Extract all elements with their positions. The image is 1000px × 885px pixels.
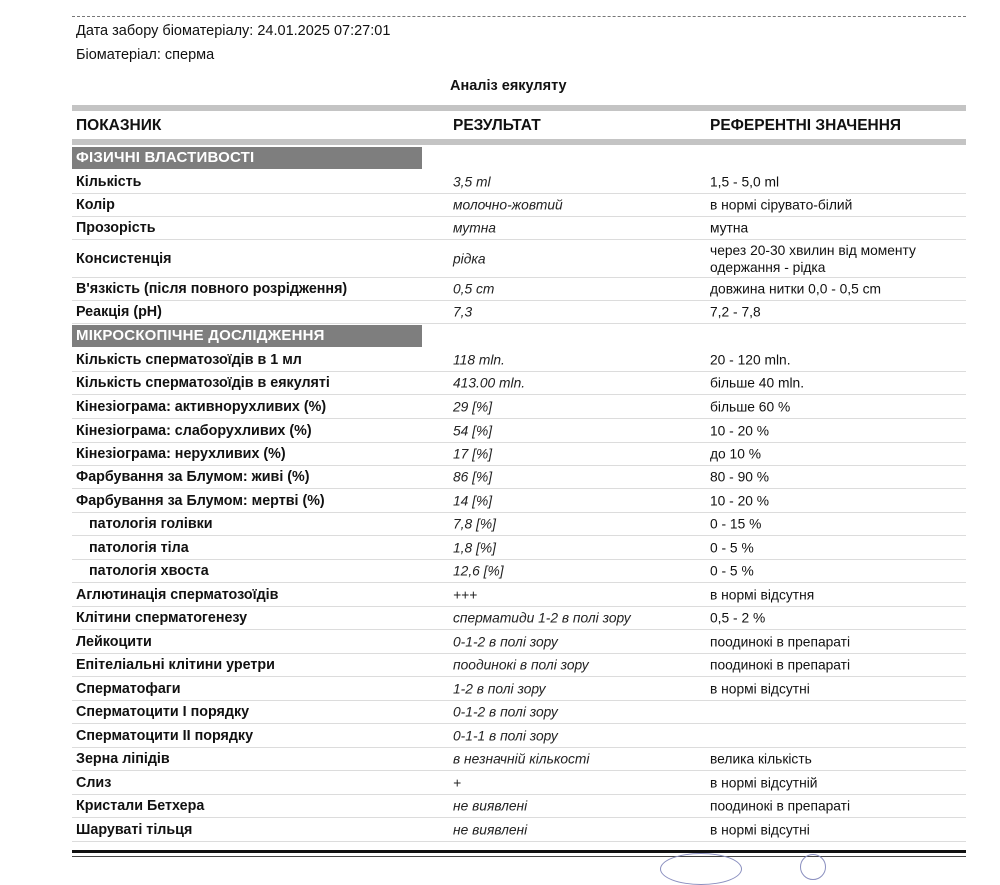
row-result: 0-1-2 в полі зору bbox=[453, 704, 558, 719]
row-reference: мутна bbox=[710, 220, 749, 236]
table-row bbox=[72, 194, 966, 217]
row-indicator: Епітеліальні клітини уретри bbox=[76, 656, 275, 673]
row-indicator: Сперматоцити ІІ порядку bbox=[76, 727, 254, 744]
row-reference: 10 - 20 % bbox=[710, 493, 770, 508]
row-indicator: патологія хвоста bbox=[89, 562, 209, 579]
header-result: РЕЗУЛЬТАТ bbox=[453, 117, 541, 134]
row-result: 413.00 mln. bbox=[453, 375, 526, 390]
row-indicator: Сперматофаги bbox=[76, 680, 181, 697]
section-microscopic-label: МІКРОСКОПІЧНЕ ДОСЛІДЖЕННЯ bbox=[76, 327, 325, 344]
row-reference: через 20-30 хвилин від моменту одержання - рідка bbox=[710, 242, 916, 275]
section-microscopic bbox=[72, 325, 422, 347]
row-result: 1,8 [%] bbox=[453, 540, 496, 555]
row-reference: велика кількість bbox=[710, 751, 812, 766]
row-reference: 80 - 90 % bbox=[710, 469, 770, 484]
table-row bbox=[72, 630, 966, 654]
bottom-divider-thin bbox=[72, 856, 966, 857]
row-indicator: Сперматоцити І порядку bbox=[76, 703, 250, 720]
row-reference: в нормі відсутні bbox=[710, 681, 810, 696]
row-reference: більше 60 % bbox=[710, 399, 791, 414]
analysis-title: Аналіз еякуляту bbox=[450, 78, 567, 94]
row-indicator: Шаруваті тільця bbox=[76, 821, 193, 838]
table-row bbox=[72, 677, 966, 701]
row-indicator: Кінезіограма: нерухливих (%) bbox=[76, 445, 286, 462]
row-indicator: Фарбування за Блумом: живі (%) bbox=[76, 468, 310, 485]
table-row bbox=[72, 442, 966, 466]
row-result: 54 [%] bbox=[453, 423, 493, 438]
row-indicator: Слиз bbox=[76, 774, 112, 791]
row-result: 118 mln. bbox=[453, 352, 505, 367]
row-result: 29 [%] bbox=[453, 399, 493, 414]
row-indicator: Фарбування за Блумом: мертві (%) bbox=[76, 492, 325, 509]
table-row bbox=[72, 217, 966, 240]
row-indicator: Кристали Бетхера bbox=[76, 797, 205, 814]
table-row bbox=[72, 371, 966, 395]
table-row bbox=[72, 559, 966, 583]
row-result: не виявлені bbox=[453, 822, 528, 837]
row-result: молочно-жовтий bbox=[453, 197, 563, 213]
row-result: в незначній кількості bbox=[453, 751, 590, 766]
row-indicator: Прозорість bbox=[76, 220, 156, 236]
row-result: 0-1-1 в полі зору bbox=[453, 728, 558, 743]
row-reference: поодинокі в препараті bbox=[710, 634, 851, 649]
row-reference: більше 40 mln. bbox=[710, 375, 805, 390]
stamp-partial bbox=[660, 853, 742, 885]
row-reference: довжина нитки 0,0 - 0,5 cm bbox=[710, 281, 882, 297]
row-reference: 0 - 5 % bbox=[710, 563, 754, 578]
row-result: + bbox=[453, 775, 462, 790]
table-row bbox=[72, 794, 966, 818]
table-row bbox=[72, 653, 966, 677]
row-indicator: Кількість сперматозоїдів в еякуляті bbox=[76, 374, 330, 391]
row-reference: 0,5 - 2 % bbox=[710, 610, 766, 625]
row-reference: в нормі сірувато-білий bbox=[710, 197, 853, 213]
row-indicator: Кількість сперматозоїдів в 1 мл bbox=[76, 351, 302, 368]
row-indicator: патологія голівки bbox=[89, 515, 213, 532]
table-row bbox=[72, 747, 966, 771]
row-indicator: Аглютинація сперматозоїдів bbox=[76, 586, 279, 603]
row-indicator: Колір bbox=[76, 197, 115, 213]
row-reference: в нормі відсутня bbox=[710, 587, 815, 602]
row-result: 7,8 [%] bbox=[453, 516, 496, 531]
row-result: поодинокі в полі зору bbox=[453, 657, 589, 672]
row-indicator: Зерна ліпідів bbox=[76, 750, 170, 767]
row-result: 12,6 [%] bbox=[453, 563, 504, 578]
table-row bbox=[72, 170, 966, 194]
table-row bbox=[72, 301, 966, 324]
biomaterial: Біоматеріал: сперма bbox=[76, 47, 215, 63]
row-reference: 0 - 15 % bbox=[710, 516, 762, 531]
row-reference: до 10 % bbox=[710, 446, 762, 461]
table-header bbox=[72, 111, 966, 139]
section-physical-label: ФІЗИЧНІ ВЛАСТИВОСТІ bbox=[76, 149, 255, 166]
row-reference: поодинокі в препараті bbox=[710, 657, 851, 672]
table-row bbox=[72, 489, 966, 513]
header-indicator: ПОКАЗНИК bbox=[76, 117, 162, 134]
collection-date: Дата забору біоматеріалу: 24.01.2025 07:27:01 bbox=[76, 23, 391, 39]
row-result: рідка bbox=[453, 251, 486, 266]
header-bottom-bar bbox=[72, 139, 966, 145]
table-row bbox=[72, 536, 966, 560]
table-row bbox=[72, 240, 966, 278]
row-reference: в нормі відсутні bbox=[710, 822, 810, 837]
header-reference: РЕФЕРЕНТНІ ЗНАЧЕННЯ bbox=[710, 117, 902, 134]
row-result: 0-1-2 в полі зору bbox=[453, 634, 558, 649]
table-row bbox=[72, 583, 966, 607]
table-row bbox=[72, 606, 966, 630]
row-result: сперматиди 1-2 в полі зору bbox=[453, 610, 631, 625]
row-reference: 1,5 - 5,0 ml bbox=[710, 174, 780, 189]
table-row bbox=[72, 512, 966, 536]
row-indicator: Кінезіограма: активнорухливих (%) bbox=[76, 398, 327, 415]
row-result: мутна bbox=[453, 220, 496, 236]
row-reference: 10 - 20 % bbox=[710, 423, 770, 438]
row-reference: в нормі відсутній bbox=[710, 775, 818, 790]
row-result: +++ bbox=[453, 587, 478, 602]
row-indicator: Лейкоцити bbox=[76, 633, 152, 650]
table-row bbox=[72, 771, 966, 795]
row-result: 1-2 в полі зору bbox=[453, 681, 546, 696]
row-result: 7,3 bbox=[453, 304, 473, 320]
row-reference: поодинокі в препараті bbox=[710, 798, 851, 813]
row-indicator: Консистенція bbox=[76, 250, 172, 267]
row-indicator: Кінезіограма: слаборухливих (%) bbox=[76, 422, 312, 439]
row-reference: 7,2 - 7,8 bbox=[710, 304, 761, 320]
row-indicator: патологія тіла bbox=[89, 539, 189, 556]
top-dashed-divider bbox=[72, 16, 966, 17]
table-row bbox=[72, 700, 966, 724]
row-indicator: Клітини сперматогенезу bbox=[76, 609, 248, 626]
row-reference: 0 - 5 % bbox=[710, 540, 754, 555]
table-row bbox=[72, 348, 966, 372]
row-indicator: Кількість bbox=[76, 173, 142, 190]
row-indicator: В'язкість (після повного розрідження) bbox=[76, 281, 348, 297]
bottom-divider bbox=[72, 850, 966, 853]
row-result: 17 [%] bbox=[453, 446, 493, 461]
row-result: 3,5 ml bbox=[453, 174, 491, 189]
row-reference: 20 - 120 mln. bbox=[710, 352, 791, 367]
table-row bbox=[72, 395, 966, 419]
table-row bbox=[72, 465, 966, 489]
section-physical bbox=[72, 147, 422, 169]
row-result: не виявлені bbox=[453, 798, 528, 813]
table-row bbox=[72, 419, 966, 443]
row-result: 86 [%] bbox=[453, 469, 493, 484]
table-row bbox=[72, 818, 966, 842]
row-result: 14 [%] bbox=[453, 493, 493, 508]
table-row bbox=[72, 278, 966, 301]
row-result: 0,5 cm bbox=[453, 281, 495, 297]
signature-partial bbox=[800, 854, 826, 880]
table-row bbox=[72, 724, 966, 748]
row-indicator: Реакція (pH) bbox=[76, 304, 162, 320]
